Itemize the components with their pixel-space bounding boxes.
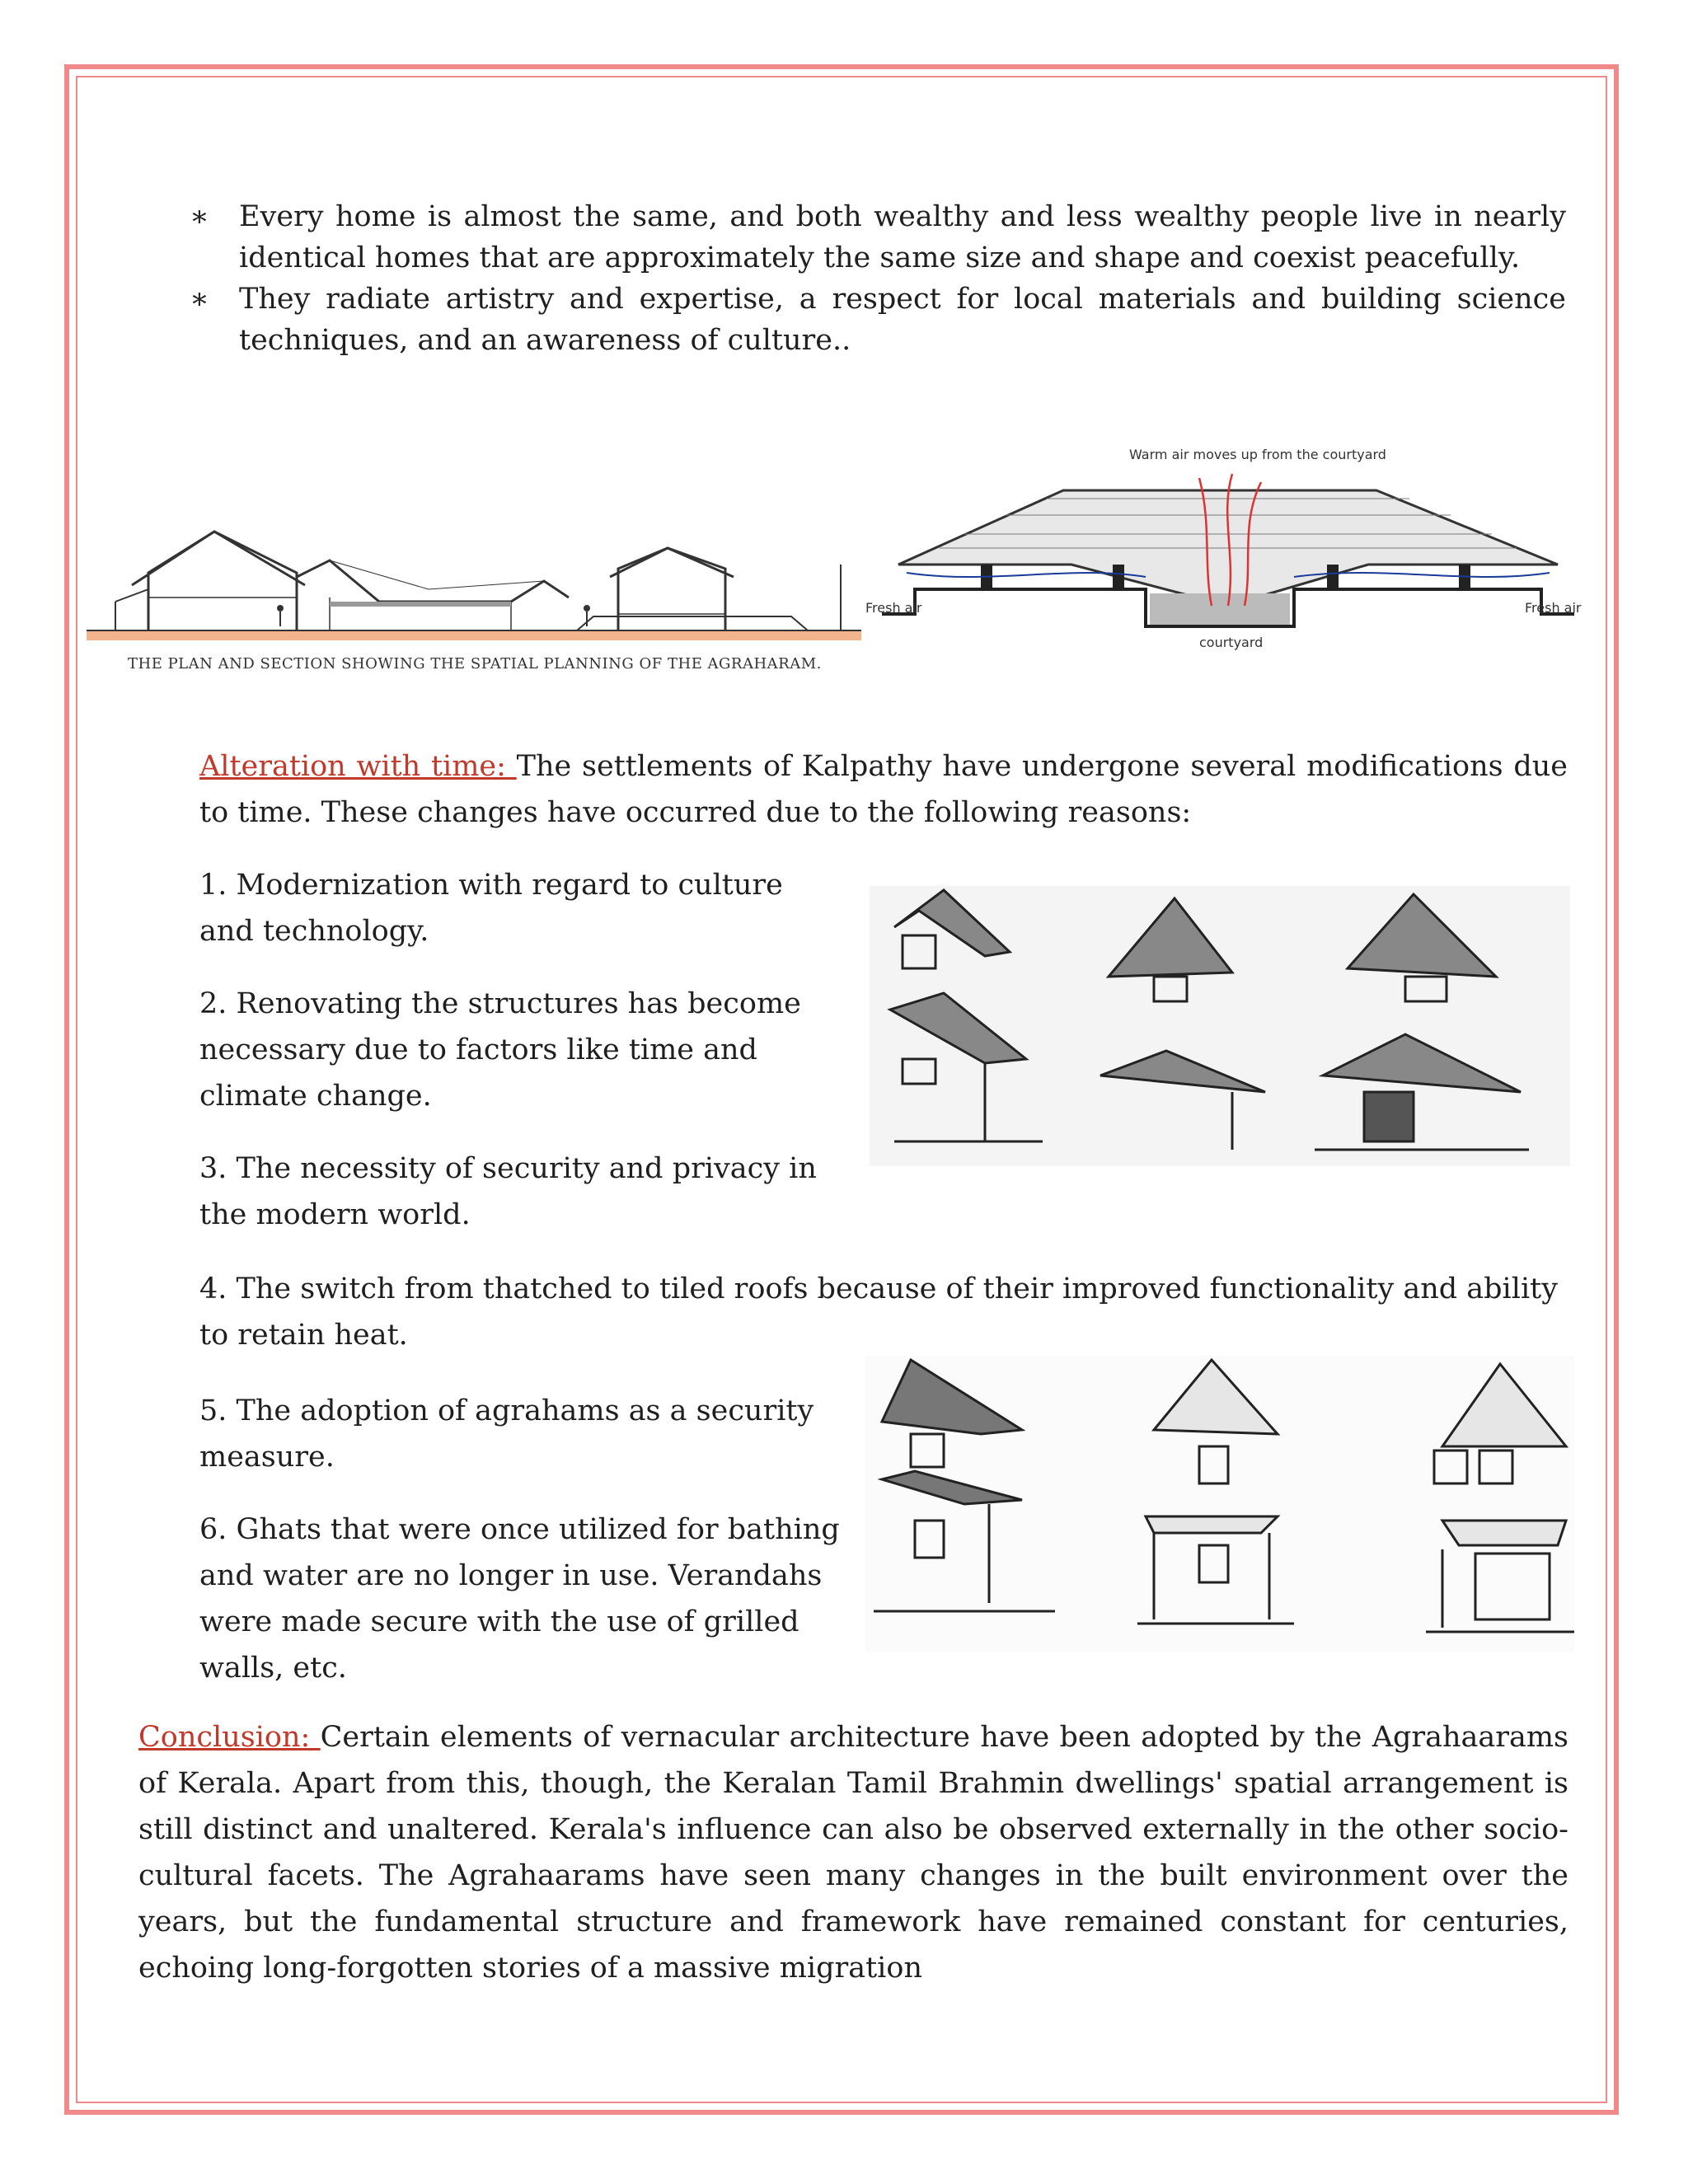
house-evolution-sketch-top [870, 886, 1570, 1166]
conclusion-paragraph [138, 1714, 1568, 1991]
fresh-air-right-label: Fresh air [1525, 600, 1582, 616]
alteration-paragraph [199, 743, 1568, 836]
conclusion-text: Certain elements of vernacular architecture have been adopted by the Agrahaarams of Kerala. Apart from this, though, the Keralan Tamil Brahmin dwellings' spatial arrangement is still distinct and unaltered. Kerala's influence can also be observed externally in the other socio-cultural facets. The Agrahaarams have seen many changes in the built environment over the years, but the fundamental structure and framework have remained constant for centuries, echoing long-forgotten stories of a massive migration [138, 1721, 1568, 1985]
airflow-title: Warm air moves up from the courtyard [1129, 447, 1386, 462]
reason-item: 3. The necessity of security and privacy in the modern world. [199, 1152, 817, 1231]
reason-item: 1. Modernization with regard to culture and technology. [199, 869, 783, 948]
reason-item: 4. The switch from thatched to tiled roofs because of their improved functionality and ability to retain heat. [199, 1272, 1558, 1352]
bullet-text: Every home is almost the same, and both wealthy and less wealthy people live in nearly identical homes that are approximately the same size and shape and coexist peacefully. [239, 200, 1566, 274]
courtyard-label: courtyard [1199, 635, 1264, 650]
alteration-heading: Alteration with time: [199, 750, 517, 783]
courtyard-airflow-diagram [865, 441, 1591, 659]
fresh-air-left-label: Fresh air [865, 600, 922, 616]
agraharam-section-drawing [82, 511, 865, 643]
bullet-item [190, 279, 1566, 361]
reason-item: 6. Ghats that were once utilized for bathing and water are no longer in use. Verandahs were made secure with the use of grilled walls, etc. [199, 1513, 840, 1685]
bullet-text: They radiate artistry and expertise, a respect for local materials and building science techniques, and an awareness of culture.. [239, 283, 1566, 357]
bullet-symbol: ∗ [190, 200, 209, 233]
house-evolution-sketch-bottom [865, 1356, 1574, 1652]
bullet-symbol: ∗ [190, 283, 209, 316]
bullet-item [190, 196, 1566, 279]
figure-caption: THE PLAN AND SECTION SHOWING THE SPATIAL PLANNING OF THE AGRAHARAM. [128, 655, 822, 673]
reason-item: 5. The adoption of agrahams as a security measure. [199, 1394, 814, 1474]
alteration-text: The settlements of Kalpathy have undergone several modifications due to time. These changes have occurred due to the following reasons: [199, 750, 1568, 829]
bullet-list [190, 196, 1566, 361]
reason-item: 2. Renovating the structures has become necessary due to factors like time and climate change. [199, 987, 801, 1113]
conclusion-heading: Conclusion: [138, 1721, 321, 1754]
